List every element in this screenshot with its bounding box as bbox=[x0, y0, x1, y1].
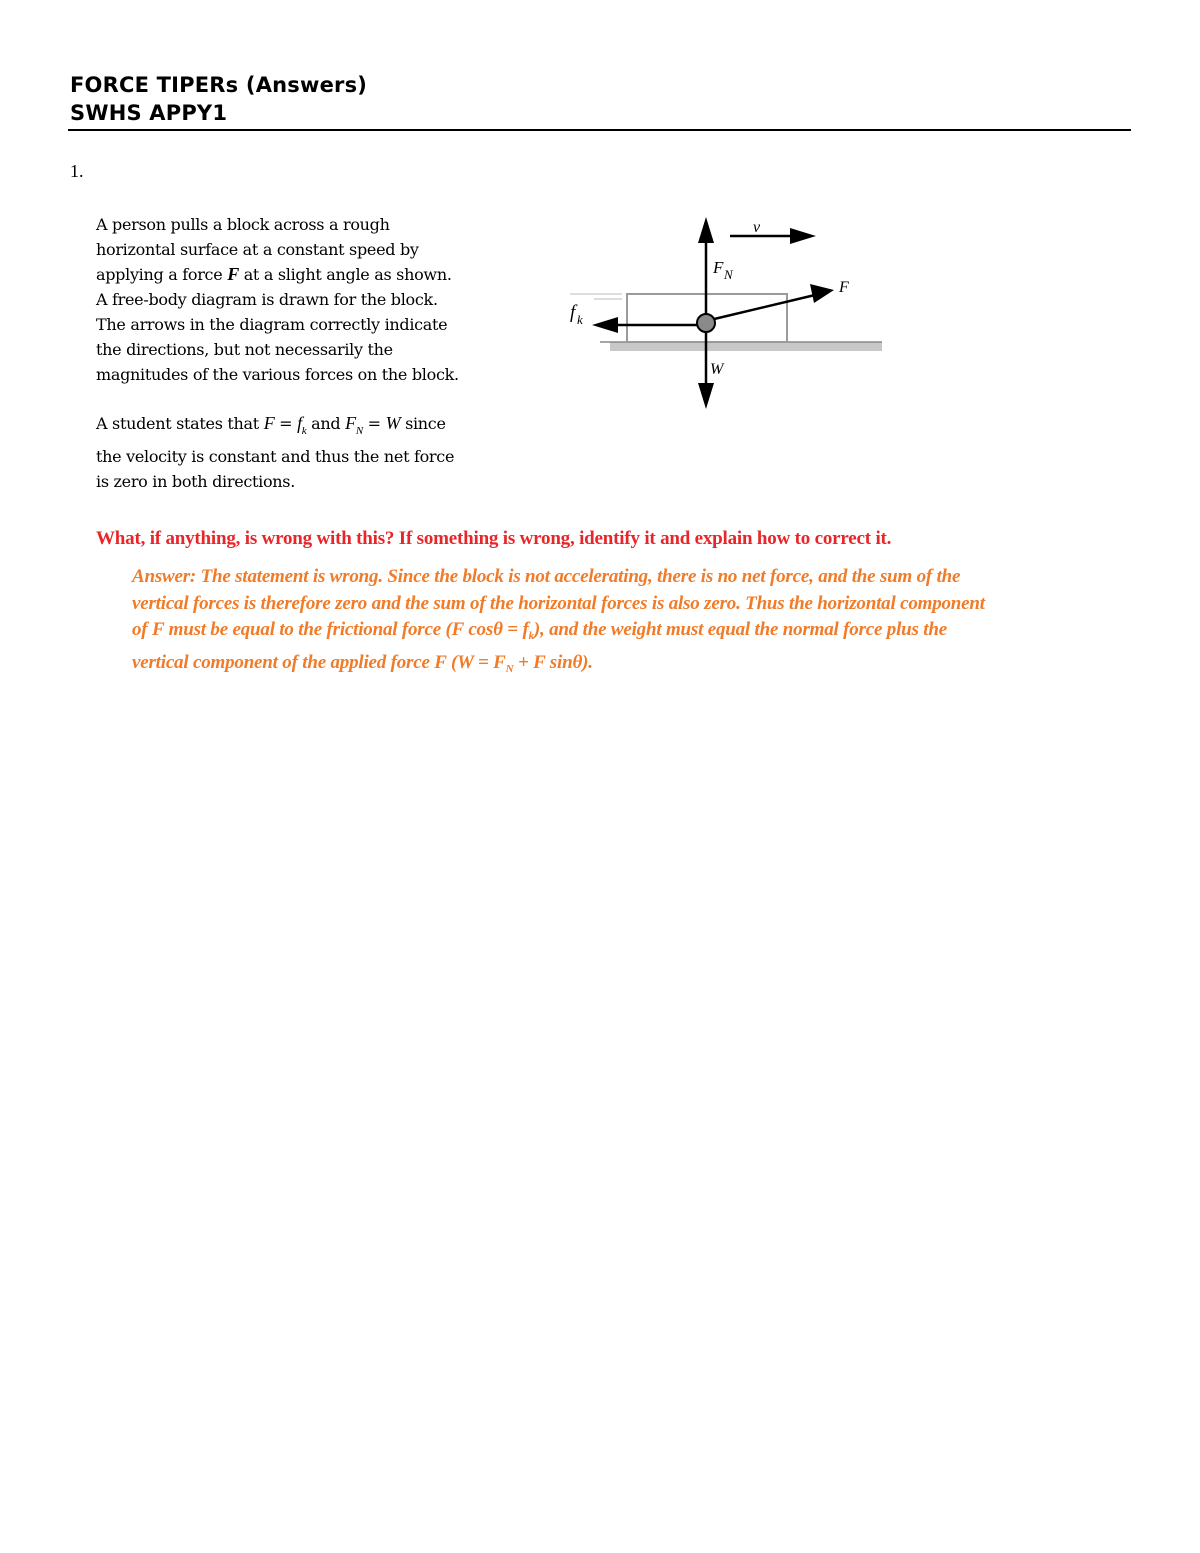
answer-fragment: of F must be equal to the frictional force (F cos bbox=[132, 619, 494, 640]
claim-line: is zero in both directions. bbox=[96, 472, 296, 491]
claim-line: the velocity is constant and thus the net force bbox=[96, 447, 455, 466]
description-line: A person pulls a block across a rough bbox=[96, 215, 390, 234]
ground-surface bbox=[610, 342, 882, 351]
description-line: The arrows in the diagram correctly indicate bbox=[96, 315, 448, 334]
label-fk-subscript: k bbox=[577, 312, 583, 327]
block-center-point bbox=[697, 314, 715, 332]
claim-line bbox=[96, 411, 506, 444]
free-body-diagram bbox=[560, 205, 890, 415]
theta-symbol: θ bbox=[493, 619, 503, 640]
claim-fragment: and bbox=[306, 414, 346, 433]
subscript-N: N bbox=[505, 662, 514, 675]
friction-arrowhead bbox=[592, 317, 618, 333]
label-F: F bbox=[839, 279, 849, 296]
question-prompt: What, if anything, is wrong with this? If something is wrong, identify it and explain how to correct it. bbox=[96, 528, 892, 549]
description-line: the directions, but not necessarily the bbox=[96, 340, 393, 359]
label-fk: f bbox=[570, 302, 576, 323]
answer-fragment: ). bbox=[582, 651, 593, 673]
subscript-k: k bbox=[301, 425, 307, 437]
answer-line: Answer: The statement is wrong. Since the block is not accelerating, there is no net force, and the sum of the bbox=[132, 566, 961, 587]
symbol-F: F bbox=[263, 413, 275, 433]
answer-fragment: + F sin bbox=[513, 651, 573, 673]
answer-text bbox=[132, 564, 1142, 682]
subscript-k: k bbox=[528, 630, 534, 642]
symbol-W: W bbox=[385, 413, 401, 433]
student-claim bbox=[96, 411, 506, 494]
weight-arrowhead bbox=[698, 383, 714, 409]
normal-force-arrowhead bbox=[698, 217, 714, 243]
answer-line bbox=[132, 617, 1142, 650]
description-line bbox=[96, 262, 506, 287]
header-rule bbox=[68, 129, 1131, 131]
claim-fragment: since bbox=[400, 414, 446, 433]
label-FN-subscript: N bbox=[724, 267, 733, 282]
force-symbol: F bbox=[227, 264, 239, 284]
theta-symbol: θ bbox=[572, 651, 583, 673]
applied-force-arrowhead bbox=[810, 284, 834, 303]
document-subtitle: SWHS APPY1 bbox=[70, 101, 228, 125]
document-title: FORCE TIPERs (Answers) bbox=[70, 73, 368, 97]
question-number: 1. bbox=[70, 161, 84, 181]
answer-line bbox=[132, 650, 1142, 683]
claim-fragment: = bbox=[362, 414, 386, 433]
description-fragment: applying a force bbox=[96, 265, 228, 284]
answer-fragment: = f bbox=[502, 619, 529, 640]
applied-force-arrow bbox=[710, 295, 815, 320]
claim-fragment: = bbox=[274, 414, 298, 433]
description-line: horizontal surface at a constant speed by bbox=[96, 240, 419, 259]
label-W: W bbox=[710, 361, 724, 378]
answer-fragment: vertical component of the applied force F (W = F bbox=[132, 651, 506, 673]
symbol-f: f bbox=[297, 413, 302, 433]
answer-line: vertical forces is therefore zero and the sum of the horizontal forces is also zero. Thus the horizontal component bbox=[132, 592, 985, 614]
problem-description bbox=[96, 212, 506, 387]
label-v: v bbox=[753, 219, 761, 236]
description-line: A free-body diagram is drawn for the block. bbox=[96, 290, 438, 309]
description-fragment: at a slight angle as shown. bbox=[238, 265, 452, 284]
subscript-N: N bbox=[355, 425, 363, 437]
symbol-F: F bbox=[345, 413, 356, 433]
velocity-arrowhead bbox=[790, 228, 816, 244]
answer-fragment: ), and the weight must equal the normal force plus the bbox=[533, 619, 947, 640]
claim-fragment: A student states that bbox=[96, 414, 264, 433]
description-line: magnitudes of the various forces on the block. bbox=[96, 365, 459, 384]
label-FN: F bbox=[713, 258, 724, 277]
